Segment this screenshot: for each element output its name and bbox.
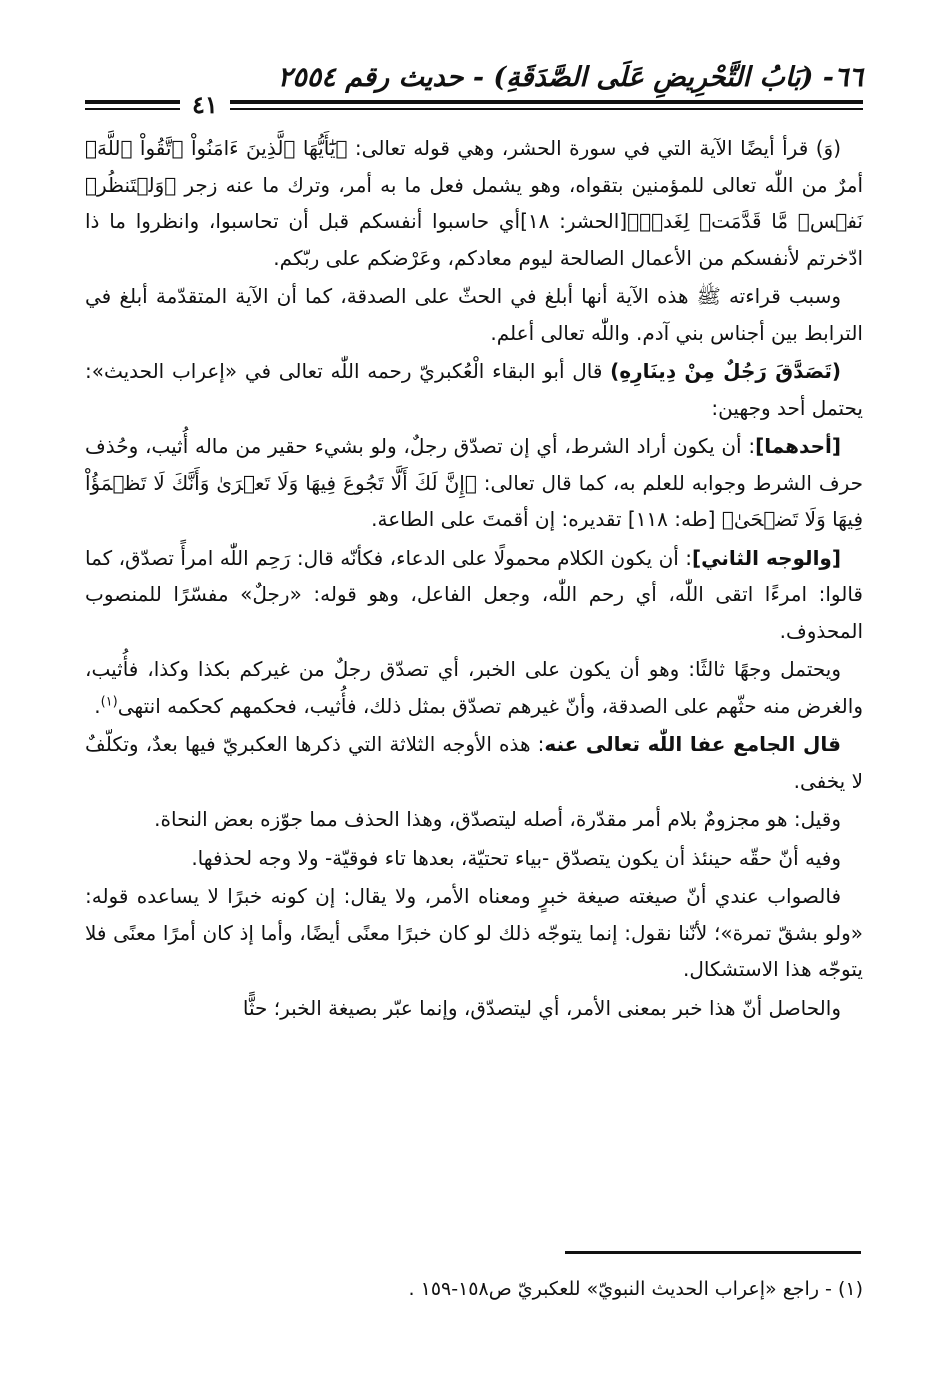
paragraph-text: وفيه أنّ حقّه حينئذ أن يكون يتصدّق -بياء تحتيّة، بعدها تاء فوقيّة- ولا وجه لحذفها. — [191, 845, 841, 870]
paragraph-text: قال أبو البقاء الْعُكبريّ رحمه اللّٰه تعالى في «إعراب الحديث»: يحتمل أحد وجهين: — [85, 359, 863, 420]
bold-heading: (تَصَدَّقَ رَجُلٌ مِنْ دِينَارِهِ) — [610, 359, 841, 383]
chapter-title: ٦٦- (بَابُ التَّحْرِيضِ عَلَى الصَّدَقَةِ) - حديث رقم ٢٥٥٤ — [277, 62, 863, 93]
paragraph-text: وقيل: هو مجزومٌ بلام أمر مقدّرة، أصله ليتصدّق، وهذا الحذف مما جوّزه بعض النحاة. — [154, 807, 841, 831]
paragraph — [85, 428, 863, 538]
paragraph — [85, 801, 863, 838]
paragraph-text: . — [94, 693, 101, 718]
paragraph — [85, 130, 863, 276]
body-text — [85, 130, 863, 1026]
bold-heading: [أحدهما] — [755, 434, 841, 458]
paragraph — [85, 878, 863, 988]
paragraph-text: ويحتمل وجهًا ثالثًا: وهو أن يكون على الخبر، أي تصدّق رجلٌ من غيركم بكذا وكذا، فأُثيب، والغرض منه حثّهم على الصدقة، وأنّ غيرهم تصدّق بمثل ذلك، فأُثيب، فحكمهم كحكمه انتهى — [85, 657, 863, 718]
paragraph — [85, 840, 863, 877]
footnote-separator — [565, 1251, 861, 1254]
paragraph-text: : أن يكون الكلام محمولًا على الدعاء، فكأنّه قال: رَحِم اللّٰه امرأً تصدّق، كما قالوا: امرءًا اتقى اللّٰه، أي رحم اللّٰه، وجعل الفاعل، وهو قوله: «رجلٌ» مفسّرًا للمنصوب المحذوف. — [85, 545, 863, 643]
paragraph — [85, 990, 863, 1027]
bold-heading: [والوجه الثاني] — [692, 545, 841, 570]
paragraph-text: : هذه الأوجه الثلاثة التي ذكرها العكبريّ فيها بعدٌ، وتكلّفٌ لا يخفى. — [85, 732, 863, 793]
footnote-marker: (١) — [100, 693, 118, 709]
page-number: ٤١ — [180, 90, 230, 120]
paragraph-text: والحاصل أنّ هذا خبر بمعنى الأمر، أي ليتصدّق، وإنما عبّر بصيغة الخبر؛ حثًّا — [242, 995, 841, 1020]
paragraph — [85, 353, 863, 426]
paragraph-text: : أن يكون أراد الشرط، أي إن تصدّق رجلٌ، ولو بشيء حقير من ماله أُثيب، وحُذف حرف الشرط وجوابه للعلم به، كما قال تعالى: ﴿إِنَّ لَكَ أَلَّا تَجُوعَ فِيهَا وَلَا تَعۡرَىٰ وَأَنَّكَ لَا تَظۡمَؤُاْ فِيهَا وَلَا تَضۡحَىٰ﴾ [طه: ١١٨] تقديره: إن أقمتَ على الطاعة. — [85, 434, 863, 531]
footnote: (١) - راجع «إعراب الحديث النبويّ» للعكبريّ ص١٥٨-١٥٩ . — [408, 1278, 863, 1300]
paragraph — [85, 726, 863, 799]
paragraph-text: فالصواب عندي أنّ صيغته صيغة خبرٍ ومعناه الأمر، ولا يقال: إن كونه خبرًا لا يساعده قوله: «ولو بشقّ تمرة»؛ لأنّنا نقول: إنما يتوجّه ذلك لو كان خبرًا معنًى أيضًا، وأما إذ كان أمرًا معنًى فلا يتوجّه هذا الاستشكال. — [85, 884, 863, 981]
paragraph-text: وسبب قراءته ﷺ هذه الآية أنها أبلغ في الحثّ على الصدقة، كما أن الآية المتقدّمة أبلغ في الترابط بين أجناس بني آدم. واللّٰه تعالى أعلم. — [85, 284, 863, 345]
page-header — [85, 60, 863, 120]
bold-heading: قال الجامع عفا اللّٰه تعالى عنه — [544, 732, 841, 756]
paragraph — [85, 540, 863, 650]
paragraph — [85, 651, 863, 724]
paragraph — [85, 278, 863, 351]
paragraph-text: (وَ) قرأ أيضًا الآية التي في سورة الحشر، وهي قوله تعالى: ﴿يَٰٓأَيُّهَا ٱلَّذِينَ ءَامَنُواْ ٱتَّقُواْ ٱللَّهَ﴾ أمرٌ من اللّٰه تعالى للمؤمنين بتقواه، وهو يشمل فعل ما به أمر، وترك ما عنه زجر ﴿وَلۡتَنظُرۡ نَفۡسٞ مَّا قَدَّمَتۡ لِغَدٖۖ﴾[الحشر: ١٨]أي حاسبوا أنفسكم قبل أن تحاسبوا، وانظروا ما ذا ادّخرتم لأنفسكم من الأعمال الصالحة ليوم معادكم، وعَرْضكم على ربّكم. — [85, 136, 863, 270]
